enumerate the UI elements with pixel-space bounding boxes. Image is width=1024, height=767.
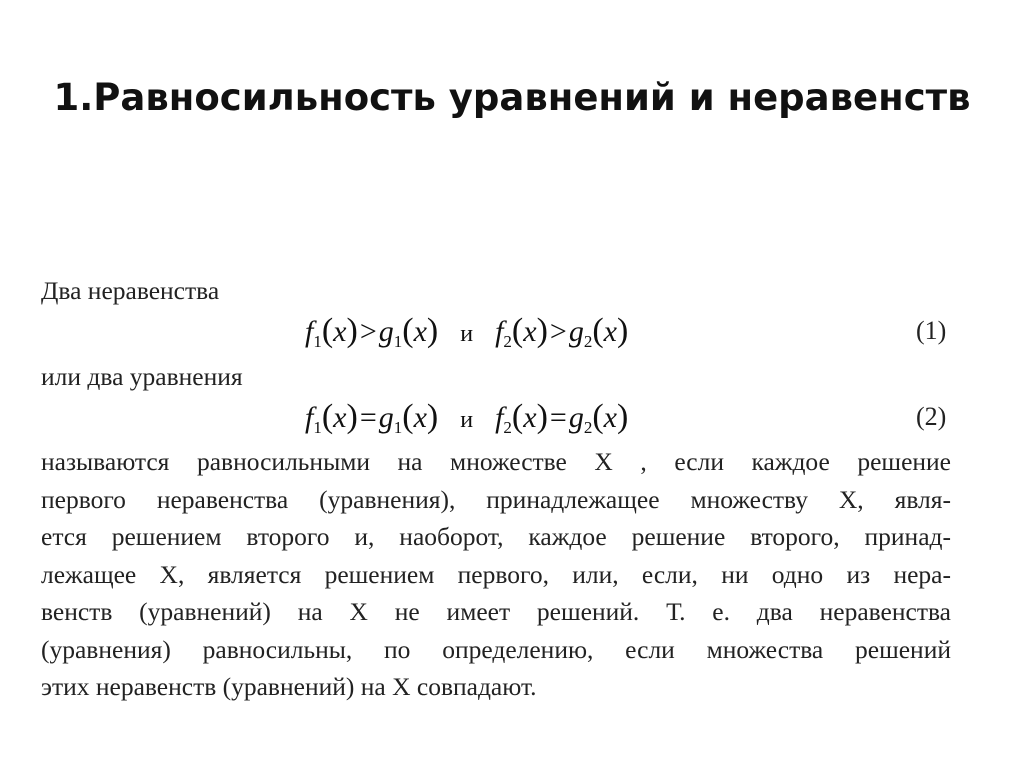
equation-number-1: (1): [916, 316, 947, 345]
definition-line-6: (уравнения) равносильны, по определению, если множества решений: [41, 635, 951, 664]
formula-inequalities: $f_1(x)>g_1(x)$ и $f_2(x)>g_2(x)$: [305, 312, 629, 351]
intro-two-equations: или два уравнения: [41, 362, 243, 391]
definition-line-1: называются равносильными на множестве X , если каждое решение: [41, 447, 951, 476]
definition-line-7: этих неравенств (уравнений) на X совпадают.: [41, 672, 537, 701]
definition-line-2: первого неравенства (уравнения), принадлежащее множеству X, явля-: [41, 485, 951, 514]
intro-two-inequalities: Два неравенства: [41, 276, 220, 305]
slide-title: 1.Равносильность уравнений и неравенств: [53, 76, 971, 119]
formula-equations: $f_1(x)=g_1(x)$ и $f_2(x)=g_2(x)$: [305, 398, 629, 437]
equation-number-2: (2): [916, 402, 947, 431]
definition-line-5: венств (уравнений) на X не имеет решений. Т. е. два неравенства: [41, 597, 951, 626]
definition-line-3: ется решением второго и, наоборот, каждое решение второго, принад-: [41, 522, 951, 551]
definition-line-4: лежащее X, является решением первого, или, если, ни одно из нера-: [41, 560, 951, 589]
